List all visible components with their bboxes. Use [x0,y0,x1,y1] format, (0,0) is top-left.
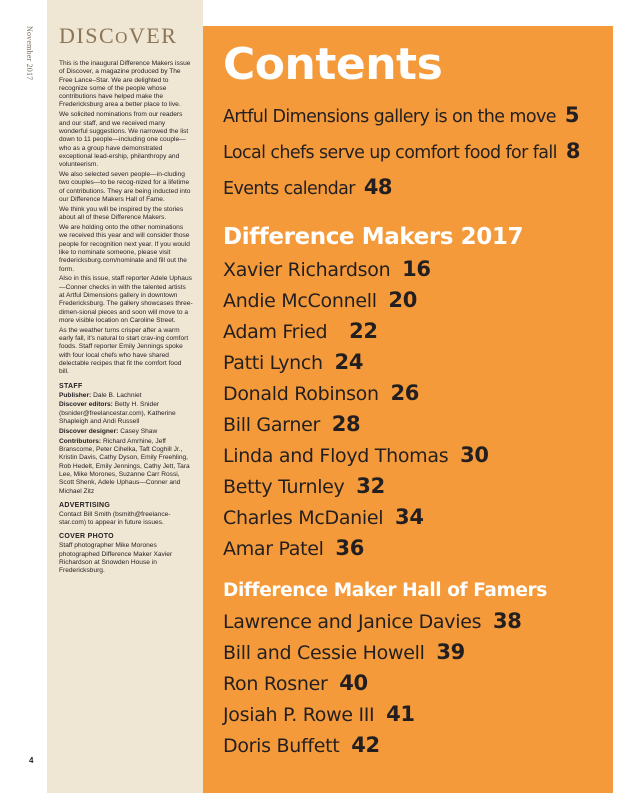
intro-paragraph: We are holding onto the other nominations we received this year and will consider those people for recognition next year. If you would like to nominate someone, please visit fredericksburg.com/nominate and fill out the form. [59,224,190,273]
toc-item: Doris Buffett 42 [223,733,380,757]
contents-title: Contents [223,39,443,90]
toc-item: Betty Turnley 32 [223,474,385,498]
staff-credit: Contributors: Richard Amrhine, Jeff Branscome, Peter Cihelka, Taft Coghill Jr., Kristin Davis, Cathy Dyson, Emily Freehling, Rob Hedelt, Emily Jennings, Cathy Jett, Tara Lee, Mike Morones, Suzanne Carr Rossi, Scott Shenk, Adele Uphaus—Conner and Michael Zitz [59,437,190,495]
page-number: 4 [29,756,34,765]
feature-list [223,98,595,206]
toc-item: Local chefs serve up comfort food for fall 8 [223,139,580,163]
toc-item: Lawrence and Janice Davies 38 [223,609,522,633]
contents-panel [203,26,613,793]
editor-note-sidebar [47,0,203,793]
difference-makers-heading: Difference Makers 2017 [223,224,524,250]
toc-item: Charles McDaniel 34 [223,505,424,529]
cover-photo-text: Staff photographer Mike Morones photographed Difference Maker Xavier Richardson at Snowden House in Fredericksburg. [59,542,173,575]
toc-item: Artful Dimensions gallery is on the move 5 [223,103,579,127]
staff-heading: STAFF [59,382,83,390]
toc-item: Ron Rosner 40 [223,671,368,695]
staff-credit: Discover designer: Casey Shaw [59,427,158,435]
intro-paragraph: We solicited nominations from our readers and our staff, and we received many wonderful suggestions. We narrowed the list down to 11 people—including one couple—who as a group have demonstrated exceptional lead-ership, philanthropy and volunteerism. [59,111,189,169]
intro-paragraph: This is the inaugural Difference Makers issue of Discover, a magazine produced by The Free Lance–Star. We are delighted to recognize some of the people whose contributions have helped make the Fredericksburg area a better place to live. [59,60,191,109]
toc-item: Patti Lynch 24 [223,350,364,374]
toc-item: Andie McConnell 20 [223,288,418,312]
toc-item: Bill and Cessie Howell 39 [223,640,465,664]
toc-item: Amar Patel 36 [223,536,365,560]
staff-credit: Publisher: Dale B. Lachniet [59,391,142,399]
discover-masthead-logo: DISCOVER [59,23,178,48]
intro-paragraph: We also selected seven people—in-cluding two couples—to be recog-nized for a lifetime of contributions. They are being inducted into our Difference Makers Hall of Fame. [59,171,191,203]
toc-item: Xavier Richardson 16 [223,257,431,281]
hall-of-fame-heading: Difference Maker Hall of Famers [223,580,547,601]
advertising-heading: ADVERTISING [59,501,111,509]
toc-item: Linda and Floyd Thomas 30 [223,443,489,467]
toc-item: Events calendar 48 [223,175,392,199]
cover-photo-heading: COVER PHOTO [59,533,114,541]
intro-paragraph: Also in this issue, staff reporter Adele Uphaus—Conner checks in with the talented artists at Artful Dimensions gallery in downtown Fredericksburg. The gallery showcases three-dimen-sional pieces and soon will move to a more visible location on Caroline Street. [59,275,193,324]
advertising-text: Contact Bill Smith (bsmith@freelance-star.com) to appear in future issues. [59,510,171,527]
hall-of-fame-list [223,606,595,761]
toc-item: Bill Garner 28 [223,412,361,436]
toc-item: Adam Fried 22 [223,319,378,343]
toc-item: Josiah P. Rowe III 41 [223,702,415,726]
difference-makers-list [223,254,595,564]
issue-date: November 2017 [25,26,34,81]
intro-paragraph: We think you will be inspired by the stories about all of these Difference Makers. [59,205,184,222]
intro-paragraph: As the weather turns crisper after a warm early fall, it's natural to start crav-ing comfort foods. Staff reporter Emily Jennings spoke with four local chefs who have shared delectable recipes that fit the comfort food bill. [59,326,189,376]
staff-credit: Discover editors: Betty H. Snider (bsnider@freelancestar.com), Katherine Shapleigh and Andi Russell [59,401,176,426]
toc-item: Donald Robinson 26 [223,381,420,405]
